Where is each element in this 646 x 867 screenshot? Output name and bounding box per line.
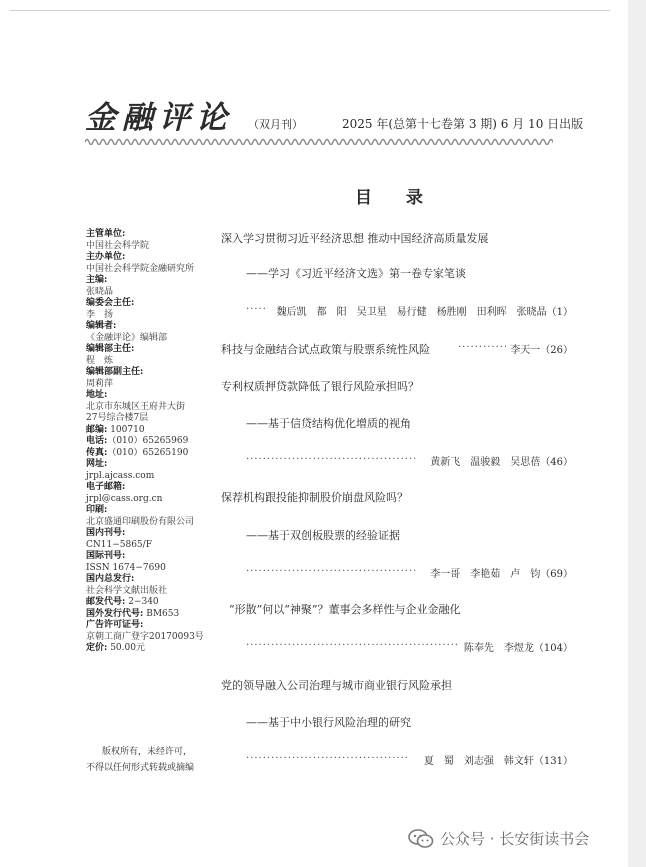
toc-title-1: 深入学习贯彻习近平经济思想 推动中国经济高质量发展 — [221, 232, 489, 245]
toc-authors-4: 李一哥 李艳茹 卢 钧（69） — [430, 569, 573, 580]
field-supervisor: 主管单位: 中国社会科学院 — [86, 229, 150, 251]
toc-leader-2 — [458, 342, 506, 353]
publication-frequency: （双月刊） — [248, 118, 303, 131]
toc-authors-3: 黄新飞 温骏毅 吴思蓓（46） — [430, 457, 573, 468]
toc-leader-4 — [246, 566, 418, 577]
issue-info: 2025 年(总第十七卷第 3 期) 6 月 10 日出版 — [342, 117, 584, 131]
field-international-issn: 国际刊号: ISSN 1674−7690 — [86, 551, 166, 573]
watermark-text: 公众号 · 长安街读书会 — [440, 830, 590, 848]
page-margin — [628, 0, 646, 867]
field-domestic-issn: 国内刊号: CN11−5865/F — [86, 528, 152, 550]
toc-title-5: “形散”何以“神聚”？董事会多样性与企业金融化 — [229, 603, 461, 616]
toc-title-3: 专利权质押贷款降低了银行风险承担吗？ — [221, 380, 419, 393]
toc-title-2: 科技与金融结合试点政策与股票系统性风险 — [221, 343, 430, 356]
toc-title-4: 保荐机构跟投能抑制股价崩盘风险吗？ — [221, 491, 408, 504]
wechat-watermark — [408, 828, 589, 849]
toc-subtitle-3: ——基于信贷结构优化增质的视角 — [246, 417, 411, 430]
field-fax: 传真:（010）65265190 — [86, 447, 189, 458]
toc-authors-1: 魏后凯 都 阳 吴卫星 易行健 杨胜刚 田利晖 张晓晶（1） — [276, 307, 573, 318]
field-distributor: 国内总发行: 社会科学文献出版社 — [86, 574, 168, 596]
toc-leader-1 — [246, 304, 268, 315]
toc-title-6: 党的领导融入公司治理与城市商业银行风险承担 — [221, 679, 452, 692]
field-email: 电子邮箱: jrpl@cass.org.cn — [86, 482, 163, 504]
copyright-notice: 版权所有，未经许可， 不得以任何形式转载或摘编 — [86, 747, 195, 773]
toc-subtitle-6: ——基于中小银行风险治理的研究 — [246, 716, 411, 729]
toc-subtitle-4: ——基于双创板股票的经验证据 — [246, 529, 400, 542]
field-website: 网址: jrpl.ajcass.com — [86, 459, 155, 481]
masthead-info — [86, 229, 214, 655]
field-deputy-director: 编辑部副主任: 周莉萍 — [86, 367, 144, 389]
toc-authors-5: 陈奉先 李煜龙（104） — [463, 643, 573, 654]
journal-logo: 金融评论 — [85, 100, 233, 136]
toc-subtitle-1: ——学习《习近平经济文选》第一卷专家笔谈 — [246, 267, 466, 280]
field-postcode: 邮编: 100710 — [86, 424, 145, 435]
field-ad-license: 广告许可证号: 京朝工商广登字20170093号 — [86, 620, 204, 642]
toc-authors-2: 李天一（26） — [510, 345, 573, 356]
toc-leader-3 — [246, 454, 418, 465]
field-phone: 电话:（010）65265969 — [86, 436, 189, 446]
decorative-wave-border — [85, 137, 553, 147]
field-editor-in-chief: 主编: 张晓晶 — [86, 275, 114, 297]
field-sponsor: 主办单位: 中国社会科学院金融研究所 — [86, 252, 195, 274]
field-dept-director: 编辑部主任: 程 炼 — [86, 344, 135, 366]
top-rule — [10, 10, 610, 11]
field-board-chair: 编委会主任: 李 扬 — [86, 298, 135, 320]
field-editor: 编辑者: 《金融评论》编辑部 — [86, 321, 168, 343]
toc-authors-6: 夏 蜀 刘志强 韩文轩（131） — [423, 756, 573, 767]
toc-leader-6 — [246, 753, 410, 764]
wechat-icon — [408, 829, 434, 849]
field-address: 地址: 北京市东城区王府井大街 27号综合楼7层 — [86, 390, 186, 423]
field-printer: 印刷: 北京盛通印刷股份有限公司 — [86, 505, 195, 527]
toc-leader-5 — [246, 640, 460, 651]
toc-heading: 目 录 — [355, 188, 437, 208]
field-foreign-code: 国外发行代号: BM653 — [86, 608, 180, 619]
field-postal-code: 邮发代号: 2−340 — [86, 597, 159, 607]
field-price: 定价: 50.00元 — [86, 643, 145, 653]
